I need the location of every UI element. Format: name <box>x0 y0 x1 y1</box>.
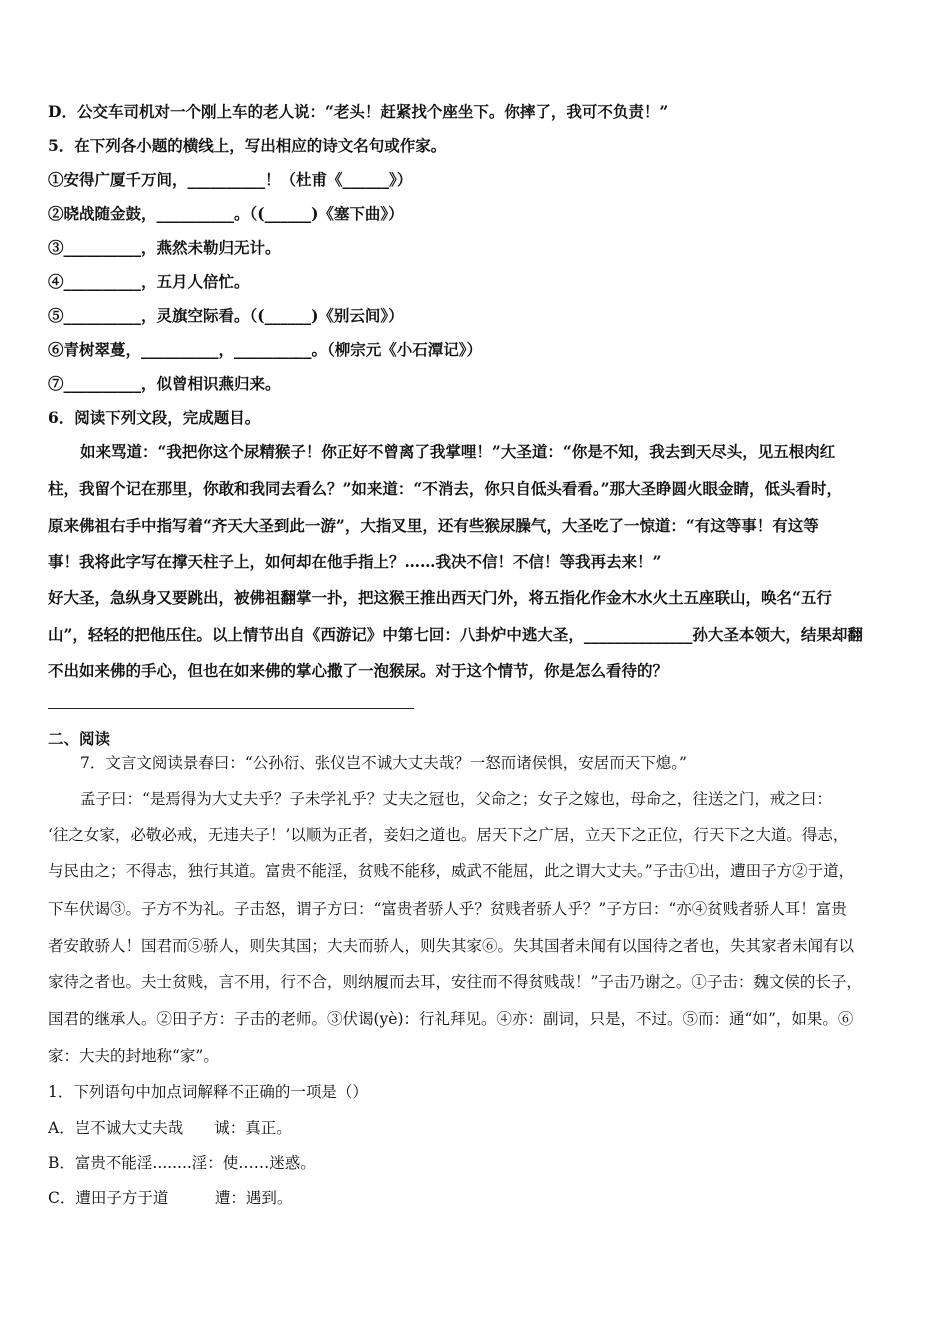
passage-line: 好大圣，急纵身又要跳出，被佛祖翻掌一扑，把这猴王推出西天门外，将五指化作金木水火土五座联山，唤名“五行 <box>48 588 832 607</box>
sub-question-1: 1．下列语句中加点词解释不正确的一项是（） <box>48 1083 368 1101</box>
classical-text-line: 孟子曰：“是焉得为大丈夫乎？子未学礼乎？丈夫之冠也，父命之；女子之嫁也，母命之，往送之门，戒之曰： <box>80 790 832 808</box>
question-7-heading: 7．文言文阅读景春曰：“公孙衍、张仪岂不诚大丈夫哉？一怒而诸侯惧，安居而天下熄。” <box>80 754 687 772</box>
q5-item-4: ④__________，五月人倍忙。 <box>48 272 250 291</box>
answer-blank-line <box>48 708 414 709</box>
classical-text-line: 国君的继承人。②田子方：子击的老师。③伏谒(yè)：行礼拜见。④亦：副词，只是，不过。⑤而：通“如”，如果。⑥ <box>48 1010 854 1028</box>
classical-text-line: ‘往之女家，必敬必戒，无违夫子！’以顺为正者，妾妇之道也。居天下之广居，立天下之正位，行天下之大道。得志， <box>48 826 849 844</box>
passage-line: 山”，轻轻的把他压住。以上情节出自《西游记》中第七回：八卦炉中逃大圣，______________孙大圣本领大，结果却翻 <box>48 625 863 644</box>
passage-line: 事！我将此字写在撑天柱子上，如何却在他手指上？……我决不信！不信！等我再去来！” <box>48 552 662 571</box>
q5-item-5: ⑤__________，灵旗空际看。（(______)《别云间》） <box>48 306 404 325</box>
section-2-heading: 二、阅读 <box>48 730 111 748</box>
passage-line: 柱，我留个记在那里，你敢和我同去看么？”如来道：“不消去，你只自低头看看。”那大圣睁圆火眼金睛，低头看时， <box>48 479 843 498</box>
question-6-heading: 6．阅读下列文段，完成题目。 <box>48 408 261 427</box>
classical-text-line: 家待之者也。夫士贫贱，言不用，行不合，则纳履而去耳，安往而不得贫贱哉！”子击乃谢之。①子击：魏文侯的长子， <box>48 973 862 991</box>
question-5-heading: 5．在下列各小题的横线上，写出相应的诗文名句或作家。 <box>48 136 447 155</box>
classical-text-line: 者安敢骄人！国君而⑤骄人，则失其国；大夫而骄人，则失其家⑥。失其国者未闻有以国待之者也，失其家者未闻有以 <box>48 937 855 955</box>
q5-item-3: ③__________，燕然未勒归无计。 <box>48 238 281 257</box>
option-b: B．富贵不能淫........淫：使……迷惑。 <box>48 1154 316 1172</box>
option-d-line: D．公交车司机对一个刚上车的老人说：“老头！赶紧找个座坐下。你摔了，我可不负责！” <box>48 102 669 121</box>
q5-item-1: ①安得广厦千万间，__________！（杜甫《______》） <box>48 170 413 189</box>
option-c: C．遭田子方于道 遭：遇到。 <box>48 1189 293 1207</box>
q5-item-7: ⑦__________，似曾相识燕归来。 <box>48 374 281 393</box>
classical-text-line: 下车伏谒③。子方不为礼。子击怒，谓子方曰：“富贵者骄人乎？贫贱者骄人乎？”子方曰：“亦④贫贱者骄人耳！富贵 <box>48 900 847 918</box>
q5-item-6: ⑥青树翠蔓，__________，__________。（柳宗元《小石潭记》） <box>48 340 483 359</box>
passage-line: 不出如来佛的手心，但也在如来佛的掌心撒了一泡猴尿。对于这个情节，你是怎么看待的？ <box>48 661 669 680</box>
classical-text-line: 与民由之；不得志，独行其道。富贵不能淫，贫贱不能移，威武不能屈，此之谓大丈夫。”子击①出，遭田子方②于道， <box>48 862 855 880</box>
passage-line: 如来骂道：“我把你这个尿精猴子！你正好不曾离了我掌哩！”大圣道：“你是不知，我去到天尽头，见五根肉红 <box>80 442 836 461</box>
q5-item-2: ②晓战随金鼓，__________。（(______)《塞下曲》） <box>48 204 404 223</box>
option-a: A．岂不诚大丈夫哉 诚：真正。 <box>48 1119 292 1137</box>
classical-text-line: 家：大夫的封地称“家”。 <box>48 1047 219 1065</box>
passage-line: 原来佛祖右手中指写着“齐天大圣到此一游”，大指叉里，还有些猴尿臊气，大圣吃了一惊道：“有这等事！有这等 <box>48 516 819 535</box>
